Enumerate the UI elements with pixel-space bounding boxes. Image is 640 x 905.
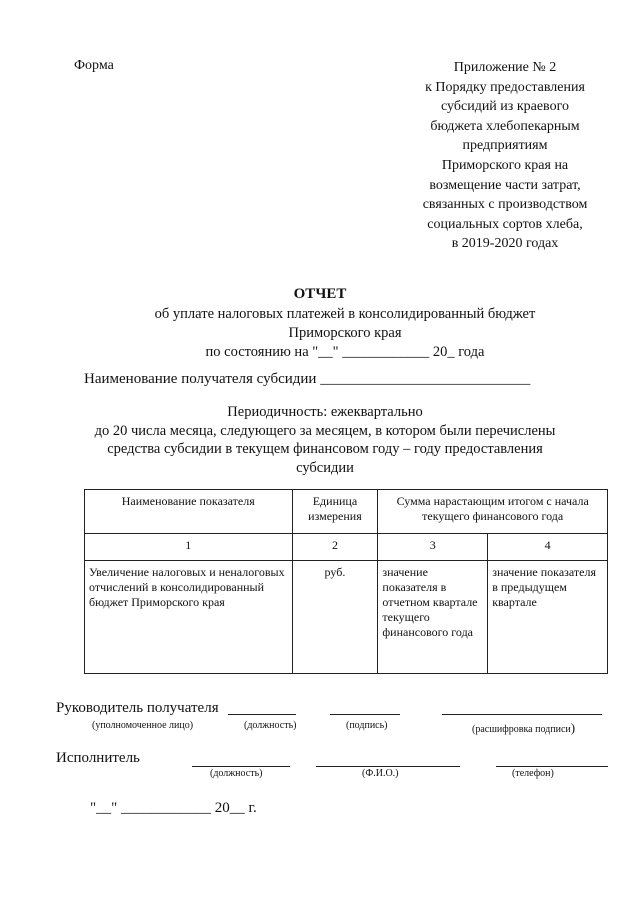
date-line: "__" ____________ 20__ г. — [90, 800, 257, 816]
head-signature-line — [330, 714, 400, 715]
table-header-row — [85, 490, 608, 534]
appendix-block — [392, 58, 618, 254]
appendix-line: Приложение № 2 — [453, 60, 557, 75]
cell-indicator: Увеличение налоговых и неналоговых отчислений в консолидированный бюджет Приморского края — [85, 561, 293, 674]
appendix-line: предприятиям — [462, 138, 548, 154]
table-number-row — [85, 534, 608, 561]
header-indicator: Наименование показателя — [85, 490, 293, 534]
column-number: 3 — [378, 534, 488, 561]
cell-current-quarter: значение показателя в отчетном квартале текущего финансового года — [378, 561, 488, 674]
head-position-line — [228, 714, 296, 715]
header-sum: Сумма нарастающим итогом с начала текущего финансового года — [378, 490, 608, 534]
recipient-field: Наименование получателя субсидии ____________________________ — [84, 371, 531, 387]
caption-signature: (подпись) — [346, 720, 388, 731]
caption-decoding-text: (расшифровка подписи — [472, 724, 571, 735]
executor-position-line — [192, 766, 290, 767]
caption-decoding-close: ) — [570, 720, 576, 735]
column-number: 4 — [488, 534, 608, 561]
executor-phone-line — [496, 766, 608, 767]
caption-authorized: (уполномоченное лицо) — [92, 720, 194, 731]
caption-executor-position: (должность) — [210, 768, 263, 779]
executor-name-line — [316, 766, 460, 767]
appendix-line: возмещение части затрат, — [429, 177, 581, 193]
column-number: 1 — [85, 534, 293, 561]
head-label: Руководитель получателя — [56, 700, 219, 716]
caption-executor-name: (Ф.И.О.) — [362, 768, 399, 779]
periodicity-line: Периодичность: ежеквартально — [227, 404, 423, 420]
cell-unit: руб. — [292, 561, 378, 674]
periodicity-line: субсидии — [296, 459, 354, 476]
subtitle-date-line: по состоянию на "__" ____________ 20_ года — [205, 344, 485, 360]
caption-executor-phone: (телефон) — [512, 768, 554, 779]
report-title: ОТЧЕТ — [293, 286, 347, 302]
caption-decoding — [472, 720, 575, 736]
appendix-line: к Порядку предоставления — [425, 79, 585, 95]
head-decoding-line — [442, 714, 602, 715]
periodicity-block — [60, 403, 590, 477]
periodicity-line: до 20 числа месяца, следующего за месяцем, в котором были перечислены — [94, 422, 556, 439]
executor-label: Исполнитель — [56, 750, 140, 766]
header-unit: Единица измерения — [292, 490, 378, 534]
cell-previous-quarter: значение показателя в предыдущем квартале — [488, 561, 608, 674]
subtitle-line: Приморского края — [288, 325, 402, 341]
report-subtitle — [90, 305, 600, 362]
periodicity-line: средства субсидии в текущем финансовом году – году предоставления — [107, 441, 543, 458]
appendix-line: в 2019-2020 годах — [451, 236, 559, 252]
appendix-line: бюджета хлебопекарным — [430, 118, 580, 134]
subtitle-line: об уплате налоговых платежей в консолидированный бюджет — [154, 306, 536, 322]
appendix-line: социальных сортов хлеба, — [427, 216, 583, 232]
report-table — [84, 489, 608, 674]
appendix-line: Приморского края на — [441, 157, 569, 173]
caption-position: (должность) — [244, 720, 297, 731]
appendix-line: связанных с производством — [422, 197, 588, 213]
appendix-line: субсидий из краевого — [441, 99, 569, 115]
table-row — [85, 561, 608, 674]
form-label: Форма — [74, 58, 114, 73]
column-number: 2 — [292, 534, 378, 561]
